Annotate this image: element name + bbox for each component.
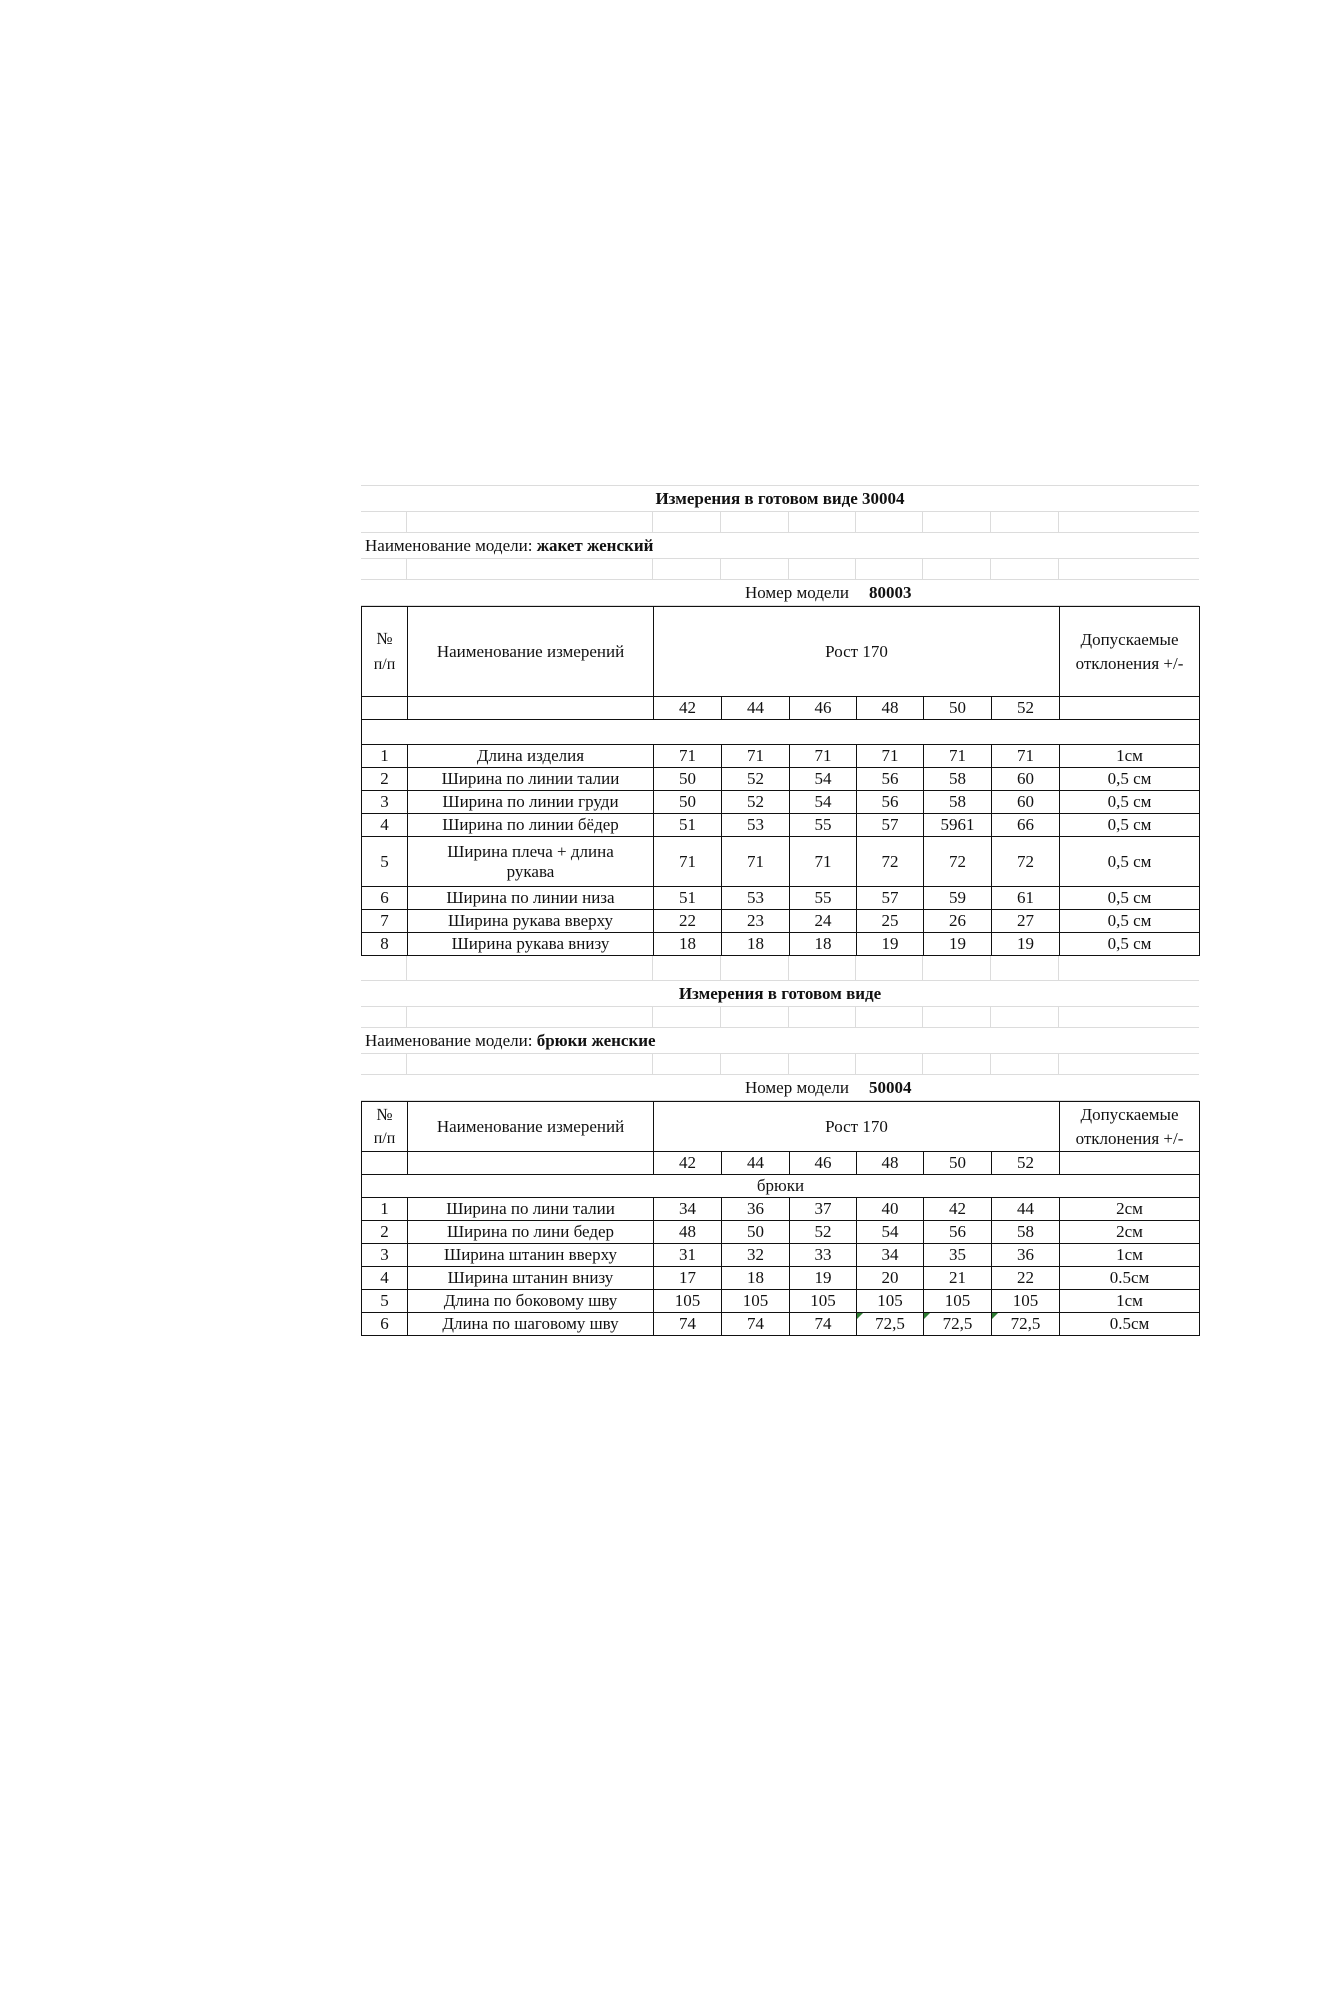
value-cell: 58 [924, 791, 992, 814]
value-cell: 18 [722, 933, 790, 956]
value-cell: 50 [722, 1221, 790, 1244]
model-number-label: Номер модели [744, 1078, 849, 1097]
row-number: 7 [362, 910, 408, 933]
tolerance-cell: 2см [1060, 1221, 1200, 1244]
trousers-title: Измерения в готовом виде [361, 981, 1199, 1007]
size-cell: 46 [790, 1152, 857, 1175]
size-cell: 52 [992, 697, 1060, 720]
value-cell: 71 [722, 745, 790, 768]
value-cell: 50 [654, 791, 722, 814]
size-cell: 42 [654, 1152, 722, 1175]
row-number: 4 [362, 1267, 408, 1290]
value-cell: 55 [790, 814, 857, 837]
value-cell: 53 [722, 814, 790, 837]
value-cell: 71 [654, 837, 722, 887]
header-height: Рост 170 [654, 1102, 1060, 1152]
value-cell: 66 [992, 814, 1060, 837]
tolerance-cell: 1см [1060, 745, 1200, 768]
model-name-label: Наименование модели: [365, 535, 533, 555]
value-cell: 42 [924, 1198, 992, 1221]
empty-grid-row [361, 1007, 1199, 1028]
jacket-model-number-row [361, 580, 1199, 606]
row-number: 6 [362, 887, 408, 910]
empty-grid-row [361, 956, 1199, 981]
size-cell: 46 [790, 697, 857, 720]
value-cell: 22 [654, 910, 722, 933]
jacket-model-name-row [361, 533, 1199, 559]
measure-name: Ширина штанин вверху [408, 1244, 654, 1267]
value-cell: 52 [722, 768, 790, 791]
measure-name: Ширина по линии груди [408, 791, 654, 814]
table-row [362, 1267, 1200, 1290]
value-cell: 56 [857, 791, 924, 814]
value-cell: 51 [654, 887, 722, 910]
value-cell: 19 [857, 933, 924, 956]
value-cell: 55 [790, 887, 857, 910]
row-number: 1 [362, 745, 408, 768]
table-row [362, 814, 1200, 837]
tolerance-cell: 0,5 см [1060, 887, 1200, 910]
trousers-model-number-row [361, 1075, 1199, 1101]
table-row [362, 791, 1200, 814]
table-row [362, 1198, 1200, 1221]
table-row [362, 768, 1200, 791]
value-cell: 60 [992, 791, 1060, 814]
model-number-value: 80003 [869, 583, 912, 602]
header-no: № п/п [362, 1102, 408, 1152]
value-cell: 54 [857, 1221, 924, 1244]
tolerance-cell: 0,5 см [1060, 837, 1200, 887]
table-row [362, 1313, 1200, 1336]
row-number: 3 [362, 1244, 408, 1267]
table-row [362, 933, 1200, 956]
measure-name: Ширина плеча + длина рукава [408, 837, 654, 887]
size-cell: 44 [722, 697, 790, 720]
tolerance-cell: 0,5 см [1060, 791, 1200, 814]
table-row [362, 887, 1200, 910]
value-cell: 74 [790, 1313, 857, 1336]
row-number: 1 [362, 1198, 408, 1221]
header-tolerance: Допускаемые отклонения +/- [1060, 1102, 1200, 1152]
measure-name: Ширина по линии низа [408, 887, 654, 910]
empty-grid-row [361, 512, 1199, 533]
section-label: брюки [362, 1175, 1200, 1198]
value-cell: 34 [857, 1244, 924, 1267]
value-cell: 23 [722, 910, 790, 933]
value-cell: 72 [924, 837, 992, 887]
value-cell: 58 [924, 768, 992, 791]
empty-grid-row [361, 559, 1199, 580]
spreadsheet [361, 485, 1199, 1336]
value-cell: 36 [722, 1198, 790, 1221]
value-cell: 72 [857, 837, 924, 887]
value-cell: 25 [857, 910, 924, 933]
model-number-value: 50004 [869, 1078, 912, 1097]
value-cell: 35 [924, 1244, 992, 1267]
value-cell: 105 [924, 1290, 992, 1313]
value-cell: 31 [654, 1244, 722, 1267]
row-number: 6 [362, 1313, 408, 1336]
row-number: 2 [362, 1221, 408, 1244]
header-measure: Наименование измерений [408, 607, 654, 697]
table-row [362, 1290, 1200, 1313]
cell-warning-mark [857, 1313, 863, 1319]
row-number: 5 [362, 837, 408, 887]
value-cell: 71 [992, 745, 1060, 768]
value-cell: 56 [924, 1221, 992, 1244]
row-number: 8 [362, 933, 408, 956]
model-number-label: Номер модели [744, 583, 849, 602]
value-cell: 59 [924, 887, 992, 910]
value-cell: 72 [992, 837, 1060, 887]
value-cell: 54 [790, 791, 857, 814]
value-cell: 20 [857, 1267, 924, 1290]
size-cell: 50 [924, 1152, 992, 1175]
measure-name: Ширина по линии талии [408, 768, 654, 791]
value-cell: 105 [857, 1290, 924, 1313]
header-height: Рост 170 [654, 607, 1060, 697]
measure-name: Ширина по лини бедер [408, 1221, 654, 1244]
value-cell: 72,5 [992, 1313, 1060, 1336]
value-cell: 44 [992, 1198, 1060, 1221]
jacket-title: Измерения в готовом виде 30004 [361, 485, 1199, 512]
size-cell: 48 [857, 1152, 924, 1175]
model-name-value: жакет женский [536, 535, 654, 555]
value-cell: 71 [654, 745, 722, 768]
size-cell: 50 [924, 697, 992, 720]
trousers-model-name-row [361, 1028, 1199, 1054]
value-cell: 32 [722, 1244, 790, 1267]
size-cell: 44 [722, 1152, 790, 1175]
header-no: № п/п [362, 607, 408, 697]
value-cell: 5961 [924, 814, 992, 837]
cell-warning-mark [924, 1313, 930, 1319]
value-cell: 36 [992, 1244, 1060, 1267]
row-number: 4 [362, 814, 408, 837]
tolerance-cell: 0.5см [1060, 1267, 1200, 1290]
value-cell: 71 [857, 745, 924, 768]
value-cell: 105 [654, 1290, 722, 1313]
value-cell: 18 [722, 1267, 790, 1290]
value-cell: 17 [654, 1267, 722, 1290]
table-row [362, 1221, 1200, 1244]
value-cell: 60 [992, 768, 1060, 791]
value-cell: 105 [992, 1290, 1060, 1313]
value-cell: 52 [790, 1221, 857, 1244]
header-tolerance: Допускаемые отклонения +/- [1060, 607, 1200, 697]
trousers-measure-table [361, 1101, 1200, 1336]
measure-name: Ширина по линии бёдер [408, 814, 654, 837]
table-row [362, 837, 1200, 887]
value-cell: 24 [790, 910, 857, 933]
value-cell: 50 [654, 768, 722, 791]
tolerance-cell: 1см [1060, 1290, 1200, 1313]
measure-name: Ширина по лини талии [408, 1198, 654, 1221]
value-cell: 105 [722, 1290, 790, 1313]
table-row [362, 910, 1200, 933]
row-number: 5 [362, 1290, 408, 1313]
measure-name: Длина по шаговому шву [408, 1313, 654, 1336]
measure-name: Ширина штанин внизу [408, 1267, 654, 1290]
value-cell: 51 [654, 814, 722, 837]
measure-name: Ширина рукава вверху [408, 910, 654, 933]
value-cell: 40 [857, 1198, 924, 1221]
model-name-value: брюки женские [536, 1030, 656, 1050]
value-cell: 26 [924, 910, 992, 933]
size-cell: 52 [992, 1152, 1060, 1175]
value-cell: 19 [790, 1267, 857, 1290]
value-cell: 48 [654, 1221, 722, 1244]
jacket-measure-table [361, 606, 1200, 956]
value-cell: 34 [654, 1198, 722, 1221]
model-name-label: Наименование модели: [365, 1030, 533, 1050]
value-cell: 57 [857, 887, 924, 910]
cell-warning-mark [992, 1313, 998, 1319]
tolerance-cell: 0,5 см [1060, 814, 1200, 837]
value-cell: 71 [790, 745, 857, 768]
value-cell: 56 [857, 768, 924, 791]
size-cell: 42 [654, 697, 722, 720]
value-cell: 71 [924, 745, 992, 768]
value-cell: 58 [992, 1221, 1060, 1244]
value-cell: 52 [722, 791, 790, 814]
table-row [362, 745, 1200, 768]
value-cell: 19 [924, 933, 992, 956]
size-cell: 48 [857, 697, 924, 720]
row-number: 2 [362, 768, 408, 791]
value-cell: 74 [722, 1313, 790, 1336]
value-cell: 22 [992, 1267, 1060, 1290]
value-cell: 21 [924, 1267, 992, 1290]
value-cell: 72,5 [857, 1313, 924, 1336]
value-cell: 57 [857, 814, 924, 837]
header-measure: Наименование измерений [408, 1102, 654, 1152]
value-cell: 27 [992, 910, 1060, 933]
tolerance-cell: 0.5см [1060, 1313, 1200, 1336]
tolerance-cell: 2см [1060, 1198, 1200, 1221]
row-number: 3 [362, 791, 408, 814]
value-cell: 53 [722, 887, 790, 910]
measure-name: Длина по боковому шву [408, 1290, 654, 1313]
value-cell: 18 [654, 933, 722, 956]
value-cell: 74 [654, 1313, 722, 1336]
value-cell: 33 [790, 1244, 857, 1267]
empty-grid-row [361, 1054, 1199, 1075]
value-cell: 71 [790, 837, 857, 887]
value-cell: 61 [992, 887, 1060, 910]
value-cell: 19 [992, 933, 1060, 956]
value-cell: 18 [790, 933, 857, 956]
tolerance-cell: 1см [1060, 1244, 1200, 1267]
measure-name: Ширина рукава внизу [408, 933, 654, 956]
value-cell: 72,5 [924, 1313, 992, 1336]
tolerance-cell: 0,5 см [1060, 768, 1200, 791]
table-row [362, 1244, 1200, 1267]
spacer-row [362, 720, 1200, 745]
value-cell: 71 [722, 837, 790, 887]
value-cell: 105 [790, 1290, 857, 1313]
tolerance-cell: 0,5 см [1060, 933, 1200, 956]
value-cell: 37 [790, 1198, 857, 1221]
tolerance-cell: 0,5 см [1060, 910, 1200, 933]
value-cell: 54 [790, 768, 857, 791]
measure-name: Длина изделия [408, 745, 654, 768]
